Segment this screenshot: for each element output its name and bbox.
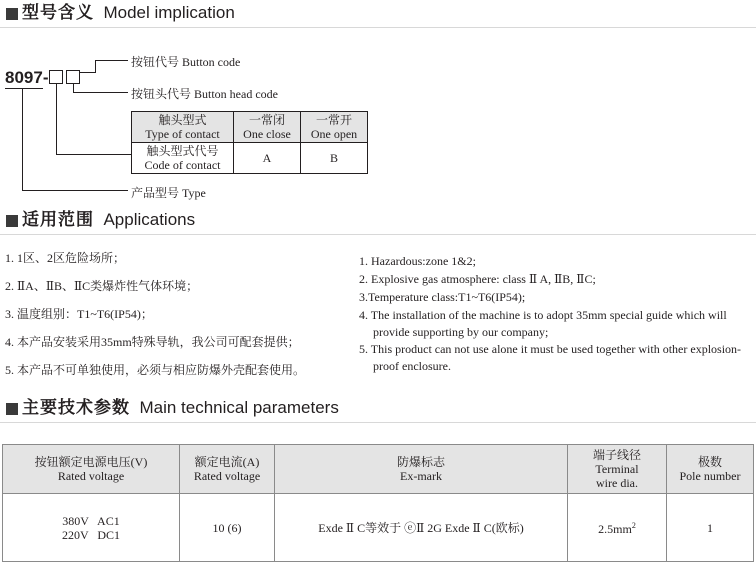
table-row (3, 494, 754, 562)
connector-line (73, 84, 74, 92)
table-header-row (3, 445, 754, 494)
application-zh-item: 5. 本产品不可单独使用，必须与相应防爆外壳配套使用。 (5, 363, 306, 377)
divider (0, 234, 756, 235)
connector-line (73, 92, 128, 93)
connector-line (56, 154, 132, 155)
pole-number-value: 1 (667, 494, 754, 562)
contact-table (131, 111, 368, 174)
ex-mark-header: 防爆标志 Ex-mark (275, 445, 568, 494)
parameters-table (2, 444, 754, 562)
application-zh-item: 1. 1区、2区危险场所； (5, 251, 126, 265)
contact-code-box (49, 70, 63, 84)
application-en-item: 5. This product can not use alone it must be used together with other explosion- (359, 342, 742, 356)
head-code-label: 按钮头代号 Button head code (131, 87, 278, 101)
contact-code-header: 触头型式代号 Code of contact (132, 143, 234, 174)
current-value: 10 (6) (180, 494, 275, 562)
one-open-code: B (301, 143, 368, 174)
model-code: 8097- (5, 68, 49, 87)
connector-line (95, 60, 96, 72)
section-header-parameters (0, 395, 756, 425)
application-zh-item: 2. ⅡA、ⅡB、ⅡC类爆炸性气体环境； (5, 279, 199, 293)
application-en-item: 2. Explosive gas atmosphere: class Ⅱ A, ⅡB, ⅡC; (359, 272, 596, 286)
connector-line (22, 89, 23, 190)
current-header: 额定电流(A) Rated voltage (180, 445, 275, 494)
wire-dia-value: $2.5mm^2$ (568, 494, 667, 562)
head-code-box (66, 70, 80, 84)
application-en-item: 1. Hazardous:zone 1&2; (359, 254, 476, 268)
model-underline (5, 88, 43, 89)
one-close-header: 一常闭 One close (234, 112, 301, 143)
section-bullet-icon (6, 215, 18, 227)
ex-mark-value: Exde Ⅱ C等效于 ⓔⅡ 2G Exde Ⅱ C(欧标) (275, 494, 568, 562)
application-en-item: proof enclosure. (373, 359, 451, 373)
connector-line (80, 72, 96, 73)
application-en-item: provide supporting by our company; (373, 325, 549, 339)
section-title: 主要技术参数 Main technical parameters (22, 398, 339, 417)
connector-line (22, 190, 128, 191)
voltage-header: 按钮额定电源电压(V) Rated voltage (3, 445, 180, 494)
connector-line (56, 84, 57, 154)
section-title: 适用范围 Applications (22, 210, 196, 229)
section-header-applications (0, 207, 756, 237)
pole-number-header: 极数 Pole number (667, 445, 754, 494)
connector-line (95, 60, 128, 61)
one-close-code: A (234, 143, 301, 174)
wire-dia-header: 端子线径 Terminal wire dia. (568, 445, 667, 494)
section-bullet-icon (6, 8, 18, 20)
divider (0, 27, 756, 28)
type-label: 产品型号 Type (131, 186, 206, 200)
divider (0, 422, 756, 423)
section-header-model (0, 0, 756, 30)
application-en-item: 3.Temperature class:T1~T6(IP54); (359, 290, 526, 304)
application-en-item: 4. The installation of the machine is to adopt 35mm special guide which will (359, 308, 727, 322)
section-title: 型号含义 Model implication (22, 3, 235, 22)
application-zh-item: 4. 本产品安装采用35mm特殊导轨，我公司可配套提供； (5, 335, 300, 349)
contact-type-header: 触头型式 Type of contact (132, 112, 234, 143)
section-bullet-icon (6, 403, 18, 415)
application-zh-item: 3. 温度组别：T1~T6(IP54)； (5, 307, 153, 321)
button-code-label: 按钮代号 Button code (131, 55, 241, 69)
one-open-header: 一常开 One open (301, 112, 368, 143)
voltage-value: 380V AC1 220V DC1 (3, 494, 180, 562)
